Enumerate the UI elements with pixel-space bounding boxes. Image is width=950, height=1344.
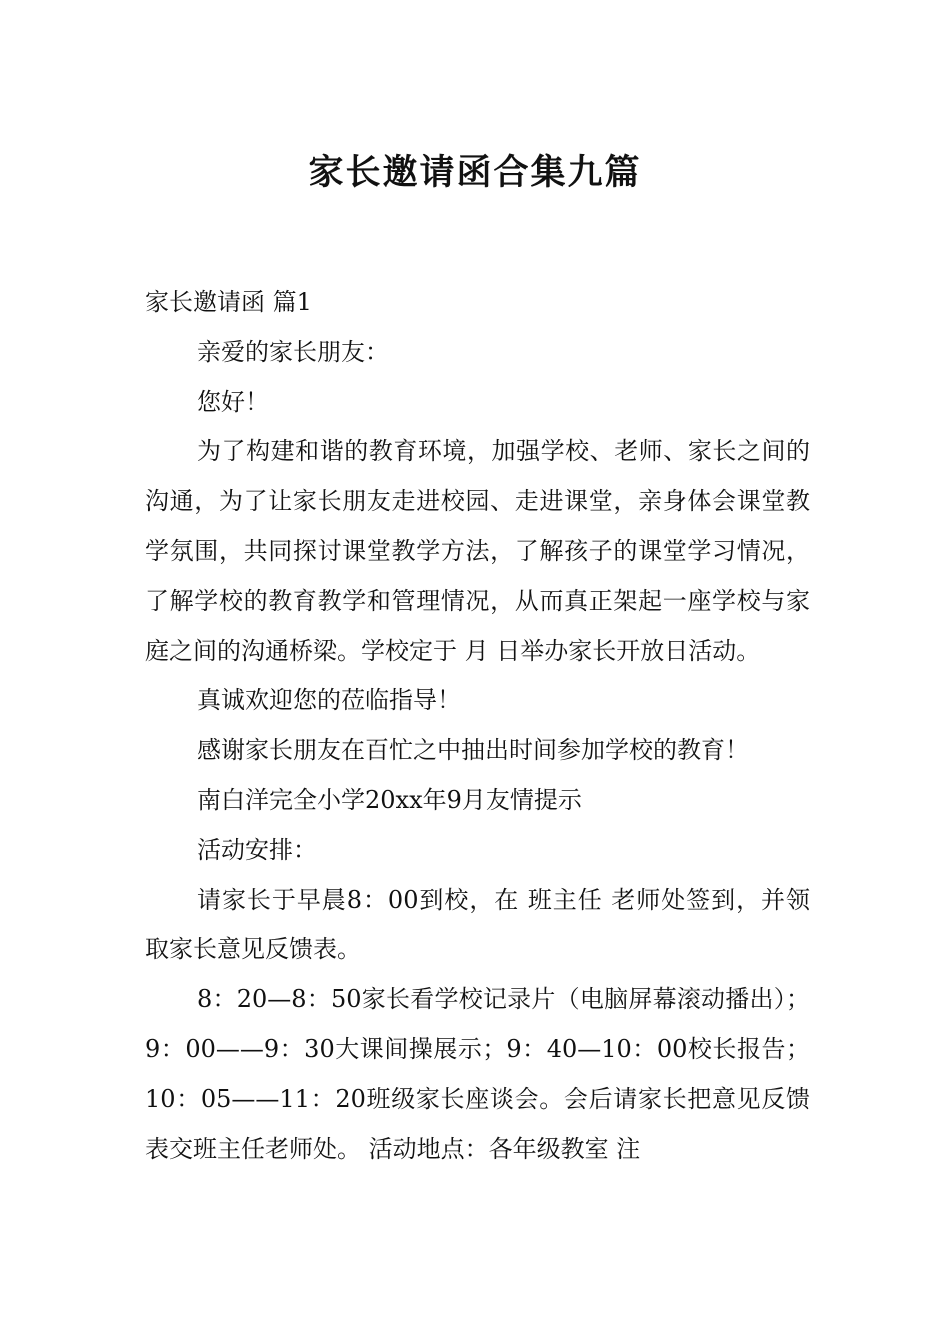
- invitation-paragraph: 为了构建和谐的教育环境，加强学校、老师、家长之间的沟通，为了让家长朋友走进校园、走进课堂，亲身体会课堂教学氛围，共同探讨课堂教学方法，了解孩子的课堂学习情况，了解学校的教育教学和管理情况，从而真正架起一座学校与家庭之间的沟通桥梁。学校定于 月 日举办家长开放日活动。: [145, 437, 810, 665]
- schedule-details: 8：20—8：50家长看学校记录片（电脑屏幕滚动播出）；9：00——9：30大课间操展示；9：40—10：00校长报告；10：05——11：20班级家长座谈会。会后请家长把意见反馈表交班主任老师处。 活动地点：各年级教室 注: [145, 985, 810, 1163]
- school-signature: 南白洋完全小学20xx年9月友情提示: [197, 785, 582, 814]
- document-body: [145, 278, 810, 1174]
- thanks-line: 感谢家长朋友在百忙之中抽出时间参加学校的教育！: [197, 736, 749, 765]
- section-heading: 家长邀请函 篇1: [145, 288, 312, 316]
- greeting: 您好！: [197, 387, 269, 416]
- schedule-heading: 活动安排：: [197, 835, 317, 864]
- arrival-instructions: 请家长于早晨8：00到校，在 班主任 老师处签到，并领取家长意见反馈表。: [145, 885, 810, 964]
- salutation: 亲爱的家长朋友：: [197, 337, 389, 366]
- welcome-line: 真诚欢迎您的莅临指导！: [197, 686, 461, 715]
- page-title: 家长邀请函合集九篇: [308, 152, 642, 194]
